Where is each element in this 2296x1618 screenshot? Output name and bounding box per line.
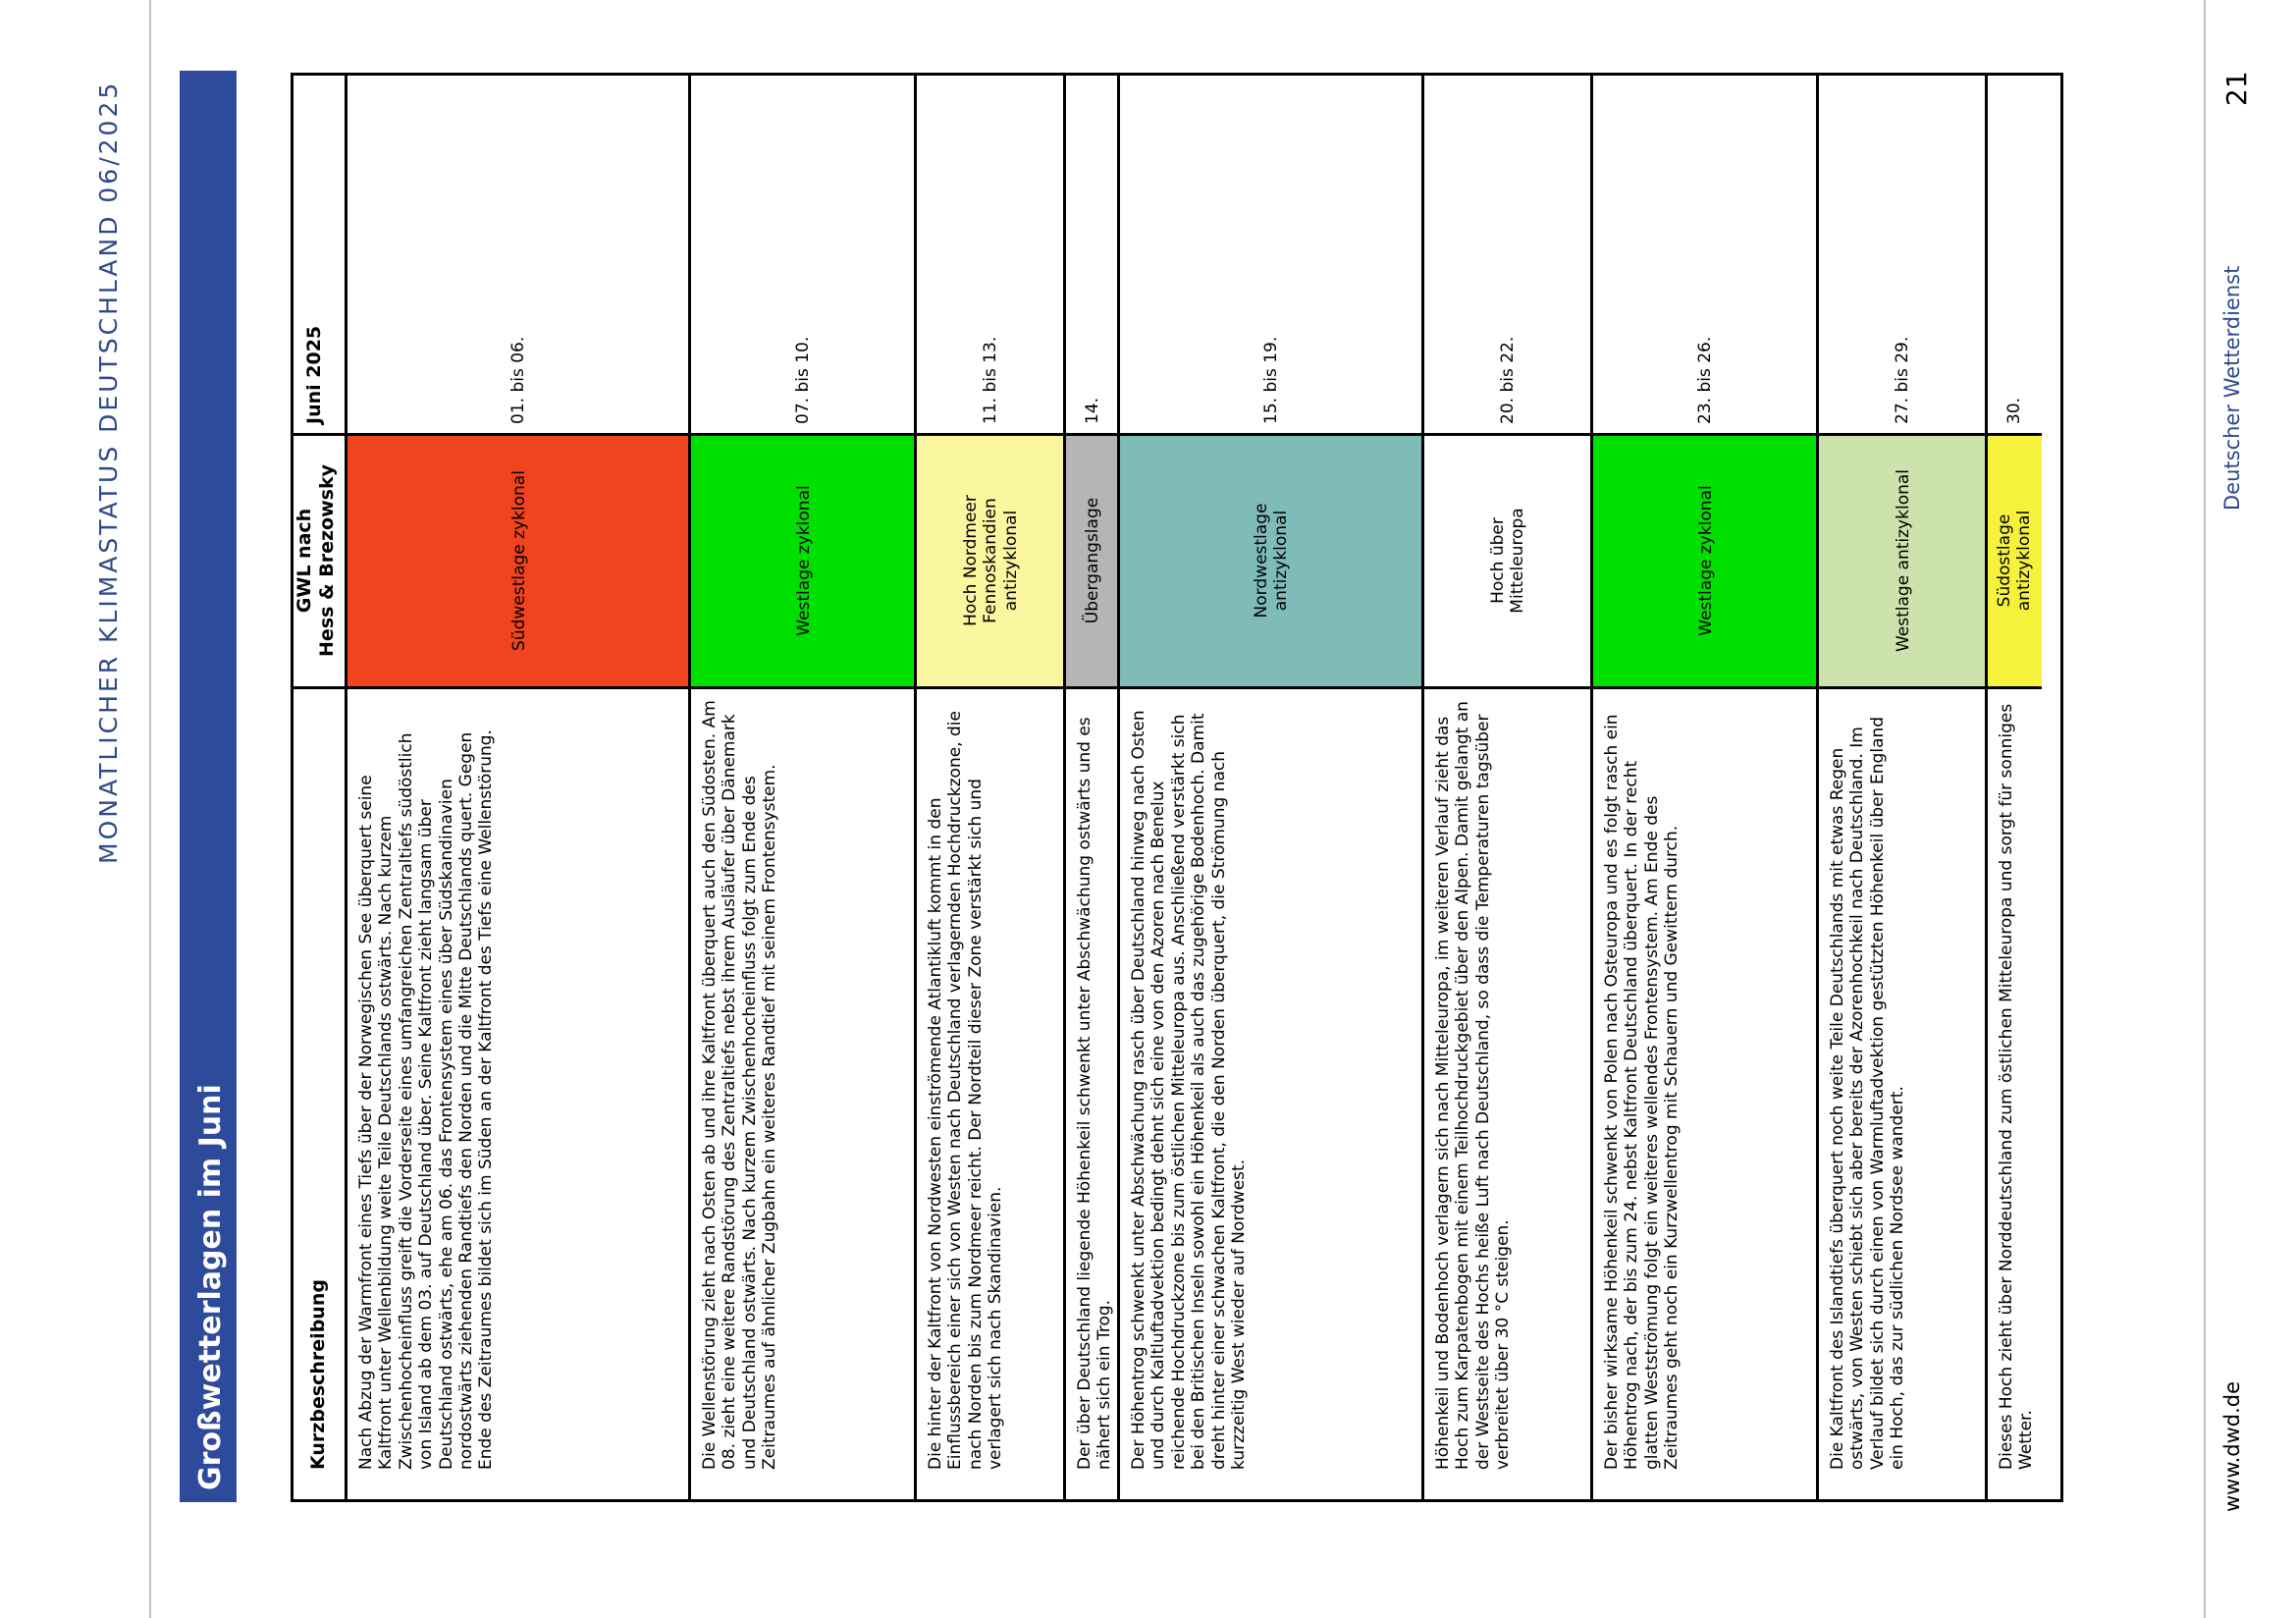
header-gwl: [294, 444, 339, 677]
gwl-cell: [1593, 436, 1816, 689]
desc-cell: [347, 689, 688, 1499]
desc-cell: [917, 689, 1063, 1499]
desc-text: Nach Abzug der Warmfront eines Tiefs über der Norwegischen See überquert seine Kaltfront unter Wellenbildung weite Teile Deutschlands ostwärts. Nach kurzem Zwischenhocheinfluss greift die Vorderseite eines umfangreichen Zentraltiefs südöstlich von Island ab dem 03. auf Deutschland über. Seine Kaltfront zieht langsam über Deutschland ostwärts, ehe am 06. das Frontensystem eines über Südskandinavien nordostwärts ziehenden Randtiefs den Norden und die Mitte Deutschlands quert. Gegen Ende des Zeitraumes bildet sich im Süden an der Kaltfront des Tiefs eine Wellenstörung.: [356, 729, 497, 1470]
date-text: 30.: [2003, 397, 2024, 424]
desc-text: Höhenkeil und Bodenhoch verlagern sich nach Mitteleuropa, im weiteren Verlauf zieht das Hoch zum Karpatenbogen mit einem Teilhochdruckgebiet über den Alpen. Damit gelangt an der Westseite des Hochs heiße Luft nach Deutschland, so dass die Temperaturen tagsüber verbreitet über 30 °C steigen.: [1433, 701, 1514, 1470]
table-row: [917, 76, 1066, 1499]
date-text: 23. bis 26.: [1695, 336, 1715, 424]
gwl-line: Mitteleuropa: [1508, 508, 1528, 614]
gwl-text: [1488, 444, 1528, 677]
gwl-line: Hoch Nordmeer: [960, 495, 981, 626]
header-date-cell: [294, 76, 345, 436]
left-margin-line: [149, 0, 151, 1618]
date-cell: [1988, 76, 2042, 436]
desc-text: Der bisher wirksame Höhenkeil schwenkt von Polen nach Osteuropa und es folgt rasch ein Höhentrog nach, der bis zum 24. nebst Kaltfront Deutschland überquert. In der recht glatten Westströmung folgt ein weiteres wellendes Frontensystem. Am Ende des Zeitraumes geht noch ein Kurzwellentrog mit Schauern und Gewittern durch.: [1602, 714, 1682, 1470]
gwl-text: [1083, 444, 1102, 677]
desc-text: Die Wellenstörung zieht nach Osten ab und ihre Kaltfront überquert auch den Südosten. Am 08. zieht eine weitere Randstörung des Zentraltiefs nebst ihrem Ausläufer über Dänemark und Deutschland ostwärts. Nach kurzem Zwischenhocheinfluss folgt zum Ende des Zeitraumes auf ähnlicher Zugbahn ein weiteres Randtief mit seinem Frontensystem.: [700, 700, 780, 1470]
gwl-cell: [347, 436, 688, 689]
gwl-line: antizyklonal: [2013, 510, 2034, 612]
date-cell: [1593, 76, 1816, 436]
table-row: [1593, 76, 1819, 1499]
date-text: 01. bis 06.: [508, 336, 528, 424]
desc-cell: [691, 689, 914, 1499]
gwl-line: Südostlage: [1994, 513, 2014, 608]
header-gwl-line1: GWL nach: [294, 508, 315, 614]
document-header: MONATLICHER KLIMASTATUS DEUTSCHLAND 06/2025: [94, 80, 123, 864]
gwl-line: antizyklonal: [1000, 510, 1021, 612]
date-cell: [917, 76, 1063, 436]
gwl-cell: [1120, 436, 1421, 689]
desc-text: Dieses Hoch zieht über Norddeutschland zum östlichen Mitteleuropa und sorgt für sonniges Wetter.: [1997, 703, 2037, 1470]
desc-text: Der Höhentrog schwenkt unter Abschwächung rasch über Deutschland hinweg nach Osten und durch Kaltluftadvektion bedingt dehnt sich eine von den Azoren nach Benelux reichende Hochdruckzone bis zum östlichen Mitteleuropa aus. Anschließend verstärkt sich bei den Britischen Inseln sowohl ein Höhenkeil als auch das zugehörige Bodenhoch. Damit dreht hinter einer schwachen Kaltfront, die den Norden überquert, die Strömung nach kurzzeitig West wieder auf Nordwest.: [1129, 710, 1249, 1470]
gwl-text: [1252, 444, 1292, 677]
footer-publisher: Deutscher Wetterdienst: [2220, 265, 2244, 511]
date-cell: [347, 76, 688, 436]
gwl-text: [1696, 444, 1716, 677]
gwl-line: Westlage zyklonal: [1695, 485, 1716, 636]
gwl-cell: [1988, 436, 2042, 689]
header-gwl-line2: Hess & Brezowsky: [315, 464, 338, 657]
table-row: [1066, 76, 1120, 1499]
desc-cell: [1424, 689, 1590, 1499]
header-desc-cell: [294, 689, 345, 1499]
desc-cell: [1819, 689, 1985, 1499]
date-text: 11. bis 13.: [981, 336, 1000, 424]
gwl-line: Nordwestlage: [1252, 503, 1271, 619]
desc-cell: [1066, 689, 1117, 1499]
desc-text: Die Kaltfront des Islandtiefs überquert noch weite Teile Deutschlands mit etwas Regen ostwärts, von Westen schiebt sich aber bereits der Azorenhochkeil nach Deutschland. Im Verlauf bildet sich durch einen von Warmluftadvektion gestützten Höhenkeil über England ein Hoch, das zur südlichen Nordsee wandert.: [1828, 716, 1908, 1470]
header-date: Juni 2025: [303, 325, 325, 424]
table-row: [1988, 76, 2042, 1499]
gwl-text: [794, 444, 814, 677]
gwl-line: Übergangslage: [1083, 497, 1102, 624]
table-row: [1819, 76, 1988, 1499]
gwl-line: Fennoskandien: [980, 498, 1000, 623]
gwl-text: [961, 444, 1021, 677]
desc-cell: [1120, 689, 1421, 1499]
gwl-text: [509, 444, 529, 677]
date-cell: [1424, 76, 1590, 436]
table-row: [691, 76, 917, 1499]
footer-url: www.dwd.de: [2220, 1380, 2244, 1512]
page-number: 21: [2220, 71, 2253, 106]
section-title: Großwetterlagen im Juni: [193, 1084, 228, 1490]
gwl-text: [1995, 444, 2035, 677]
gwl-line: Westlage zyklonal: [793, 485, 814, 636]
date-text: 27. bis 29.: [1893, 336, 1912, 424]
gwl-line: Südwestlage zyklonal: [508, 470, 529, 651]
gwl-cell: [917, 436, 1063, 689]
table-header-column: [294, 76, 347, 1499]
desc-text: Die hinter der Kaltfront von Nordwesten einströmende Atlantikluft kommt in den Einflussbereich einer sich von Westen nach Deutschland verlagernden Hochdruckzone, die nach Norden bis zum Nordmeer reicht. Der Nordteil dieser Zone verstärkt sich und verlagert sich nach Skandinavien.: [926, 711, 1006, 1470]
weather-pattern-table: [291, 73, 2063, 1502]
date-text: 15. bis 19.: [1261, 336, 1281, 424]
date-cell: [691, 76, 914, 436]
date-text: 14.: [1082, 397, 1102, 424]
date-cell: [1066, 76, 1117, 436]
date-text: 07. bis 10.: [793, 336, 813, 424]
header-desc: Kurzbeschreibung: [307, 1279, 329, 1470]
gwl-line: Hoch über: [1488, 517, 1508, 604]
gwl-line: Westlage antizyklonal: [1893, 468, 1913, 653]
gwl-cell: [1424, 436, 1590, 689]
date-cell: [1819, 76, 1985, 436]
desc-text: Der über Deutschland liegende Höhenkeil schwenkt unter Abschwächung ostwärts und es nähert sich ein Trog.: [1075, 717, 1115, 1470]
desc-cell: [1988, 689, 2042, 1499]
table-row: [347, 76, 691, 1499]
gwl-line: antizyklonal: [1271, 510, 1292, 612]
header-gwl-cell: [294, 436, 345, 689]
table-row: [1424, 76, 1593, 1499]
gwl-cell: [1066, 436, 1117, 689]
gwl-cell: [691, 436, 914, 689]
right-margin-line: [2204, 0, 2206, 1618]
date-text: 20. bis 22.: [1498, 336, 1518, 424]
table-row: [1120, 76, 1424, 1499]
gwl-cell: [1819, 436, 1985, 689]
date-cell: [1120, 76, 1421, 436]
gwl-text: [1894, 444, 1913, 677]
desc-cell: [1593, 689, 1816, 1499]
